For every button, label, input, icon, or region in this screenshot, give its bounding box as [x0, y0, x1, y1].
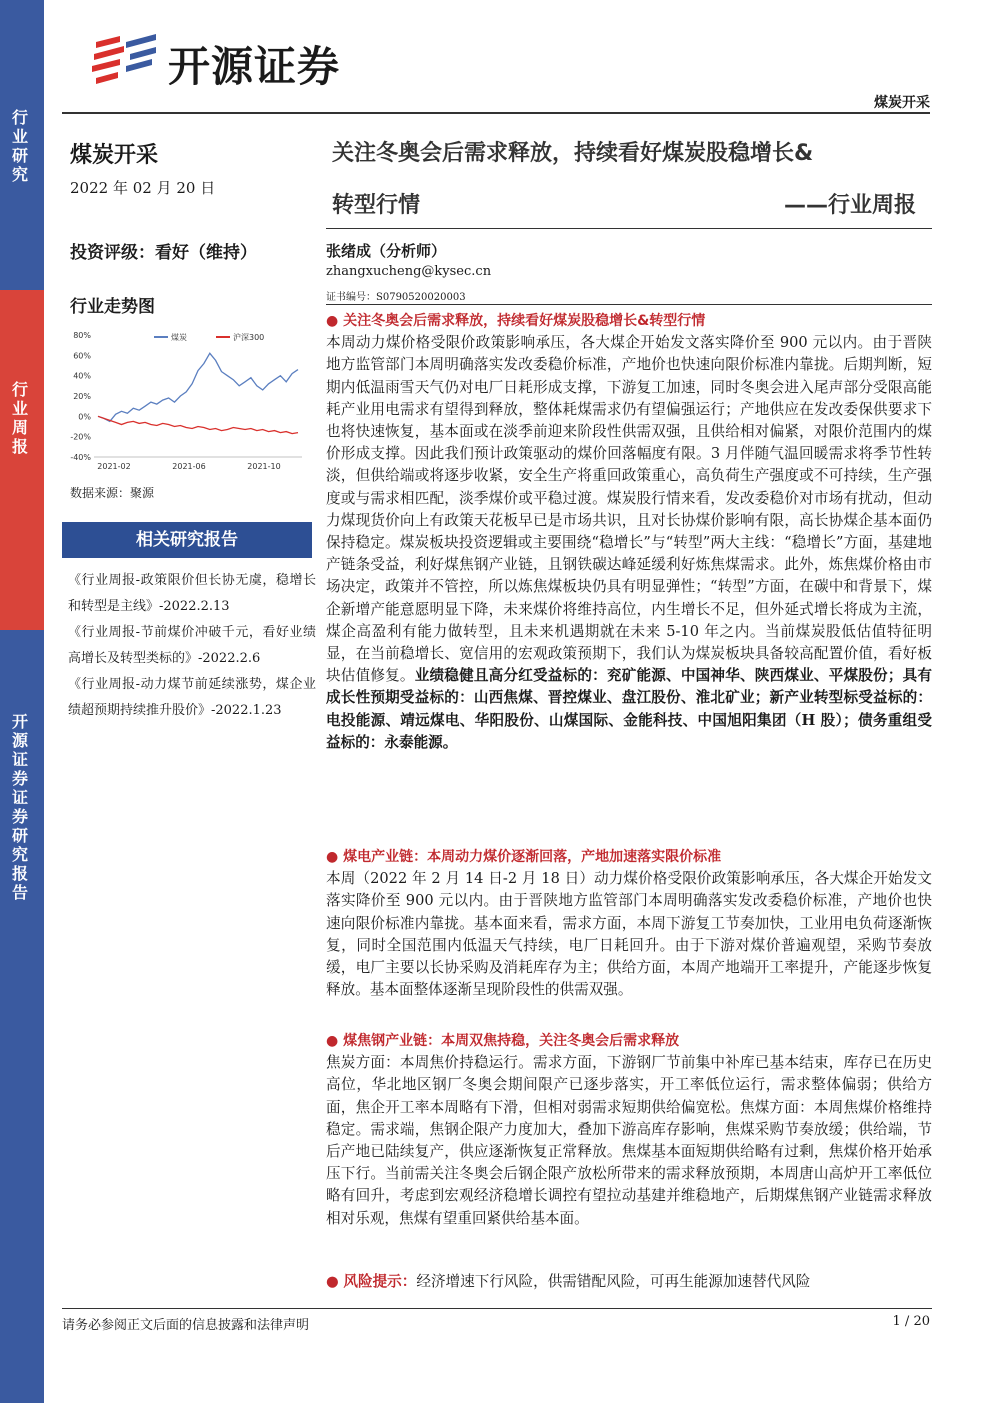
analyst-cert: 证书编号：S0790520020003	[326, 292, 466, 303]
x-tick-label: 2021-02	[97, 462, 131, 471]
section-text: 焦炭方面：本周焦价持稳运行。需求方面，下游钢厂节前集中补库已基本结束，库存已在历史高位，华北地区钢厂冬奥会期间限产已逐步落实，开工率低位运行，需求整体偏弱；供给方面，焦企开工率本周略有下滑，但相对弱需求短期供给偏宽松。焦煤方面：本周焦煤价格维持稳定。需求端，焦钢企限产力度加大，叠加下游高库存影响，焦煤采购节奏放缓；供给端，节后产地已陆续复产，供应逐渐恢复正常释放。焦煤基本面短期供给略有过剩，焦煤价格开始承压下行。当前需关注冬奥会后钢企限产放松所带来的需求释放预期，本周唐山高炉开工率低位略有回升，考虑到宏观经济稳增长调控有望拉动基建并维稳地产，后期煤焦钢产业链需求释放相对乐观，焦煤有望重回紧供给基本面。	[326, 1054, 932, 1227]
report-subtitle: ——行业周报	[783, 193, 916, 218]
legend-label: 沪深300	[233, 333, 265, 342]
section-summary	[326, 310, 932, 754]
brand-name: 开源证券	[168, 42, 341, 91]
company-logo-icon	[90, 32, 160, 84]
bullet-icon: ●	[326, 849, 344, 865]
analyst-email[interactable]: zhangxucheng@kysec.cn	[326, 264, 492, 279]
side-label-bottom: 开源证券 证券研究报告	[12, 712, 29, 902]
section-heading: ● 煤焦钢产业链：本周双焦持稳，关注冬奥会后需求释放	[326, 1033, 680, 1049]
report-title-line1: 关注冬奥会后需求释放，持续看好煤炭股稳增长&	[332, 141, 814, 166]
series-line	[98, 416, 298, 433]
page-number: 1 / 20	[892, 1314, 930, 1329]
related-reports-list	[68, 568, 316, 724]
section-bold-text: 业绩稳健且高分红受益标的：兖矿能源、中国神华、陕西煤业、平煤股份；具有成长性预期受益标的：山西焦煤、晋控煤业、盘江股份、淮北矿业；新产业转型标受益标的：电投能源、靖远煤电、华阳股份、山煤国际、金能科技、中国旭阳集团（H 股）；债务重组受益标的：永泰能源。	[326, 667, 932, 751]
risk-text: 经济增速下行风险，供需错配风险，可再生能源加速替代风险	[416, 1273, 811, 1290]
footer-divider	[62, 1308, 932, 1309]
y-tick-label: 40%	[73, 371, 91, 381]
bullet-icon: ●	[326, 1033, 344, 1049]
header-industry-tag: 煤炭开采	[874, 95, 930, 111]
analyst-name: 张绪成（分析师）	[326, 242, 447, 260]
bullet-icon: ●	[326, 1273, 344, 1290]
y-tick-label: 0%	[78, 412, 91, 422]
legend-label: 煤炭	[171, 333, 187, 342]
series-line	[98, 353, 298, 421]
title-divider	[326, 228, 932, 229]
header-divider	[62, 112, 930, 114]
trend-chart-svg	[62, 325, 312, 480]
y-tick-label: -40%	[70, 453, 91, 462]
side-strip-highlight	[0, 290, 44, 630]
section-heading: ● 煤电产业链：本周动力煤价逐渐回落，产地加速落实限价标准	[326, 849, 722, 865]
section-heading: ● 关注冬奥会后需求释放，持续看好煤炭股稳增长&转型行情	[326, 313, 706, 329]
related-report-link[interactable]: 《行业周报-节前煤价冲破千元，看好业绩高增长及转型类标的》-2022.2.6	[68, 625, 316, 666]
related-report-link[interactable]: 《行业周报-动力煤节前延续涨势，煤企业绩超预期持续推升股价》-2022.1.23	[68, 677, 316, 718]
x-tick-label: 2021-10	[247, 462, 281, 471]
investment-rating: 投资评级：看好（维持）	[70, 243, 257, 263]
section-power-chain	[326, 846, 932, 1001]
y-tick-label: -20%	[70, 432, 91, 442]
report-title-line2: 转型行情	[332, 193, 421, 218]
section-coke-steel-chain	[326, 1030, 932, 1230]
risk-warning	[326, 1270, 810, 1291]
footer-disclaimer: 请务必参阅正文后面的信息披露和法律声明	[62, 1318, 310, 1333]
bullet-icon: ●	[326, 313, 344, 329]
side-strip	[0, 0, 44, 1403]
chart-source: 数据来源：聚源	[70, 486, 155, 500]
analyst-divider	[326, 304, 932, 305]
y-tick-label: 80%	[73, 331, 91, 340]
trend-chart	[62, 325, 312, 480]
report-date: 2022 年 02 月 20 日	[70, 179, 216, 197]
industry-name: 煤炭开采	[70, 143, 159, 168]
section-text: 本周动力煤价格受限价政策影响承压，各大煤企开始发文落实降价至 900 元以内。由于晋陕地方监管部门本周明确落实发改委稳价标准，产地价也快速向限价标准内靠拢。后期判断，短期内低温雨雪天气仍对电厂日耗形成支撑，下游复工加速，同时冬奥会进入尾声部分受限高能耗产业用电需求有望得到释放，整体耗煤需求仍有望偏强运行；产地供应在发改委保供要求下也将快速恢复，基本面或在淡季前迎来阶段性供需双强，且供给相对偏紧，对限价范围内的煤价形成支撑。因此我们预计政策驱动的煤价回落幅度有限。3 月伴随气温回暖需求将季节性转淡，但供给端或将逐步收紧，安全生产将重回政策重心，高负荷生产强度或不可持续，生产强度或与需求相匹配，淡季煤价或平稳过渡。煤炭股行情来看，发改委稳价对市场有扰动，但动力煤现货价向上有政策天花板早已是市场共识，且对长协煤价影响有限，高长协煤企基本面仍保持稳定。煤炭板块投资逻辑或主要围绕“稳增长”与“转型”两大主线：“稳增长”方面，基建地产链条受益，利好煤焦钢产业链，且钢铁碳达峰延缓利好炼焦煤需求。此外，炼焦煤价格由市场决定，政策并不管控，所以炼焦煤板块仍具有明显弹性；“转型”方面，在碳中和背景下，煤企新增产能意愿明显下降，未来煤价将维持高位，内生增长不足，但外延式增长将成为主流，煤企高盈利有能力做转型，且未来机遇期就在未来 5-10 年之内。当前煤炭股低估值特征明显，在当前稳增长、宽信用的宏观政策预期下，我们认为煤炭板块具备较高配置价值，看好板块估值修复。	[326, 334, 932, 685]
y-tick-label: 20%	[73, 392, 91, 401]
side-label-top: 行业研究	[12, 108, 29, 184]
risk-heading: 风险提示：	[343, 1273, 417, 1290]
related-report-link[interactable]: 《行业周报-政策限价但长协无虞，稳增长和转型是主线》-2022.2.13	[68, 573, 316, 614]
related-reports-title: 相关研究报告	[62, 522, 312, 558]
y-tick-label: 60%	[73, 351, 91, 361]
x-tick-label: 2021-06	[172, 462, 206, 471]
section-text: 本周（2022 年 2 月 14 日-2 月 18 日）动力煤价格受限价政策影响承压，各大煤企开始发文落实降价至 900 元以内。由于晋陕地方监管部门本周明确落实发改委稳价标准，产地价也快速向限价标准内靠拢。基本面来看，需求方面，本周下游复工节奏加快，工业用电负荷逐渐恢复，同时全国范围内低温天气持续，电厂日耗回升。由于下游对煤价普遍观望，采购节奏放缓，电厂主要以长协采购及消耗库存为主；供给方面，本周产地端开工率提升，产能逐步恢复释放。基本面整体逐渐呈现阶段性的供需双强。	[326, 870, 932, 999]
trend-chart-title: 行业走势图	[70, 297, 155, 317]
side-label-middle: 行业周报	[12, 380, 29, 456]
